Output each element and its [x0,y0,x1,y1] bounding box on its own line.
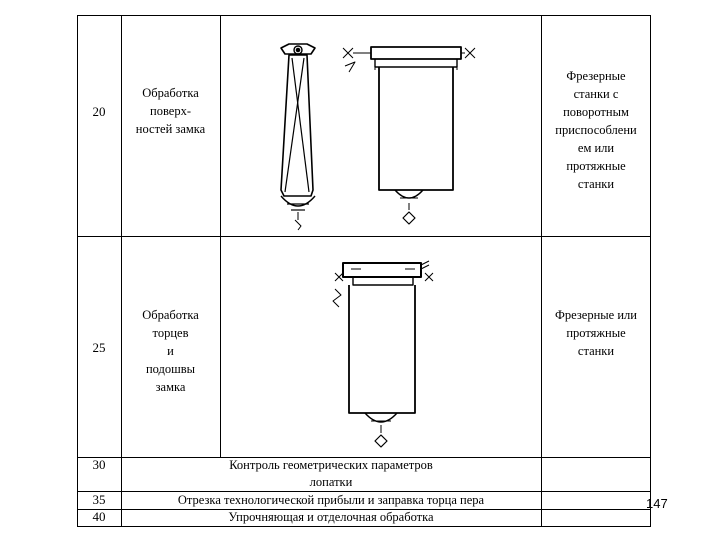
row-25-number: 25 [92,340,106,355]
row-20-number: 20 [92,104,106,119]
row-25-operation: Обработка торцев и подошвы замка [142,308,199,394]
row-40-operation: Упрочняющая и отделочная обработка [228,510,434,524]
row-30-operation: Контроль геометрических параметров лопатки [229,458,433,489]
row-20-equipment: Фрезерные станки с поворотным приспособлени ем или протяжные станки [555,69,637,191]
row-divider-1 [77,236,651,237]
row-20-sketch [225,20,535,234]
row-40-number: 40 [92,509,106,524]
table-border-bottom [77,526,651,527]
row-35-number: 35 [92,492,106,507]
row-35-operation: Отрезка технологической прибыли и заправка торца пера [177,493,485,507]
page-number: 147 [646,496,668,511]
row-25-sketch [225,245,535,455]
row-25-equipment: Фрезерные или протяжные станки [555,308,637,358]
row-20-operation: Обработка поверх- ностей замка [135,86,206,136]
table-border-top [77,15,651,16]
table-border-left [77,15,78,526]
row-30-number: 30 [92,457,106,472]
